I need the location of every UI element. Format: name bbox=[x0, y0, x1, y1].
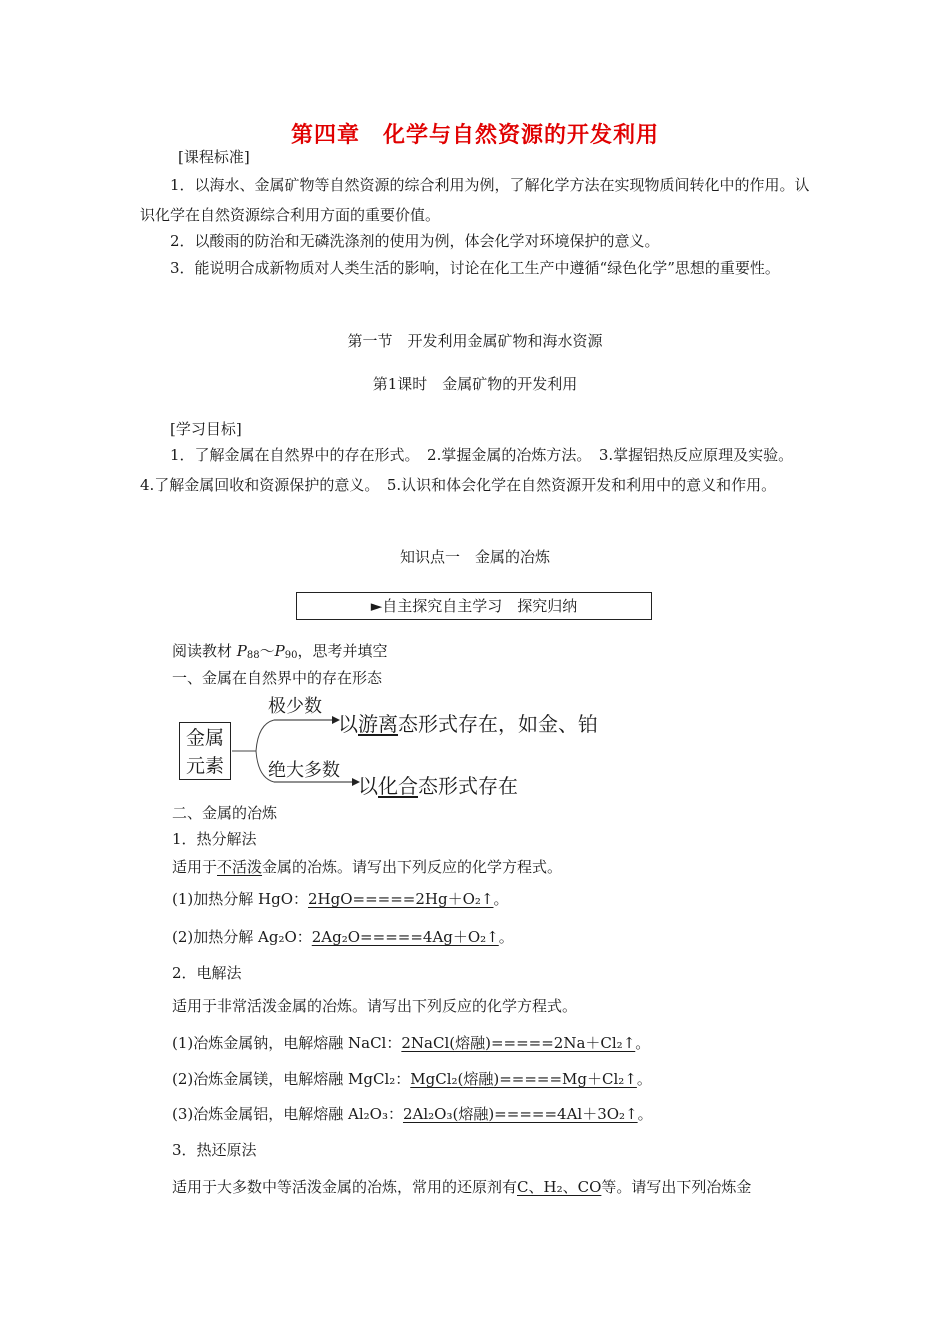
part2-heading: 二、金属的冶炼 bbox=[172, 804, 278, 822]
objectives-heading: [学习目标] bbox=[170, 420, 242, 438]
metal-element-box: 金属 元素 bbox=[179, 722, 231, 780]
method2-eq1-row: (1)冶炼金属钠，电解熔融 NaCl：2NaCl(熔融)=====2Na＋Cl₂↑。 bbox=[172, 1034, 651, 1052]
method2-eq3-row: (3)冶炼金属铝，电解熔融 Al₂O₃：2Al₂O₃(熔融)=====4Al＋3O₂↑。 bbox=[172, 1105, 653, 1123]
chapter-title: 第四章 化学与自然资源的开发利用 bbox=[290, 123, 659, 148]
course-standard-heading: [课程标准] bbox=[178, 148, 250, 166]
method1-eq2-row: (2)加热分解 Ag₂O：2Ag₂O=====4Ag＋O₂↑。 bbox=[172, 928, 514, 946]
section-title: 第一节 开发利用金属矿物和海水资源 bbox=[347, 332, 603, 350]
method3-heading: 3．热还原法 bbox=[172, 1141, 257, 1159]
knowledge-point-title: 知识点一 金属的冶炼 bbox=[399, 548, 550, 566]
course-standard-item-3: 3．能说明合成新物质对人类生活的影响，讨论在化工生产中遵循“绿色化学”思想的重要性。 bbox=[170, 259, 780, 277]
existence-form-diagram bbox=[176, 694, 636, 798]
free-state-text: 以游离态形式存在，如金、铂 bbox=[338, 712, 598, 736]
method2-intro: 适用于非常活泼金属的冶炼。请写出下列反应的化学方程式。 bbox=[172, 997, 578, 1015]
method2-eq2-row: (2)冶炼金属镁，电解熔融 MgCl₂：MgCl₂(熔融)=====Mg＋Cl₂↑。 bbox=[172, 1070, 652, 1088]
method1-eq1-row: (1)加热分解 HgO：2HgO=====2Hg＋O₂↑。 bbox=[172, 890, 509, 908]
method1-intro: 适用于不活泼金属的冶炼。请写出下列反应的化学方程式。 bbox=[172, 858, 563, 876]
method3-intro: 适用于大多数中等活泼金属的冶炼，常用的还原剂有C、H₂、CO等。请写出下列冶炼金 bbox=[172, 1178, 752, 1196]
objectives-text: 1．了解金属在自然界中的存在形式。 2.掌握金属的冶炼方法。 3.掌握铝热反应原理及实验。 4.了解金属回收和资源保护的意义。 5.认识和体会化学在自然资源开发和利用中的意义和作用。 bbox=[140, 446, 801, 494]
course-standard-item-1: 1．以海水、金属矿物等自然资源的综合利用为例，了解化学方法在实现物质间转化中的作用。认识化学在自然资源综合利用方面的重要价值。 bbox=[140, 176, 810, 224]
section-banner: ►自主探究自主学习 探究归纳 bbox=[296, 592, 652, 620]
course-standard-item-2: 2．以酸雨的防治和无磷洗涤剂的使用为例，体会化学对环境保护的意义。 bbox=[170, 232, 660, 250]
minority-label: 极少数 bbox=[268, 696, 322, 717]
lesson-title: 第1课时 金属矿物的开发利用 bbox=[372, 375, 578, 393]
majority-label: 绝大多数 bbox=[268, 760, 340, 781]
combined-state-text: 以化合态形式存在 bbox=[358, 774, 518, 798]
method1-heading: 1．热分解法 bbox=[172, 830, 257, 848]
part1-heading: 一、金属在自然界中的存在形态 bbox=[172, 669, 383, 687]
reading-instruction: 阅读教材 $P_{88}\sim P_{90}$，思考并填空 bbox=[172, 642, 388, 661]
method2-heading: 2．电解法 bbox=[172, 964, 242, 982]
